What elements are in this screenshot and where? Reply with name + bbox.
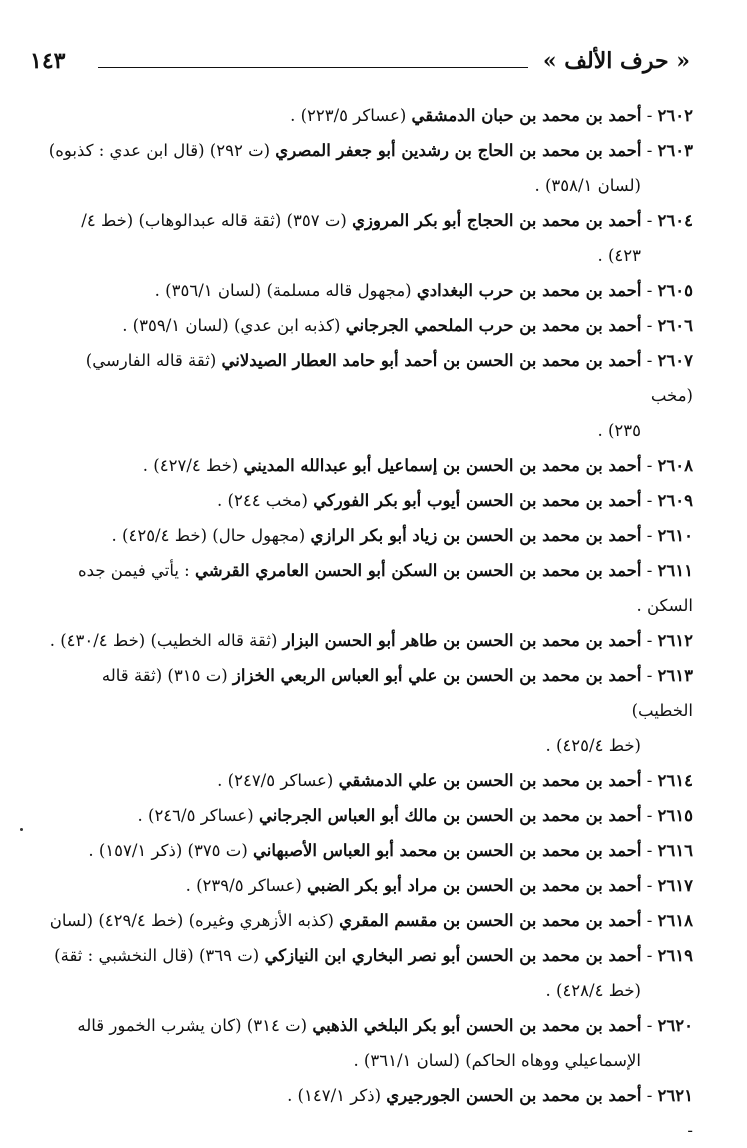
entry-details: (كذبه الأزهري وغيره) (خط ٤٢٩/٤) (لسان <box>49 911 334 930</box>
page-number: ١٤٣ <box>30 48 66 74</box>
margin-speck <box>20 828 23 831</box>
entry-details: (عساكر ٢٤٧/٥) . <box>217 771 334 790</box>
entry-details: (مخب ٢٤٤) . <box>217 491 308 510</box>
entry-details: (ت ٣٦٩) (قال النخشبي : ثقة) <box>54 946 260 965</box>
entry-number: ٢٦٠٥ <box>657 281 693 300</box>
entry-continuation: (خط ٤٢٥/٤) . <box>545 736 641 755</box>
entry-name: أحمد بن محمد بن الحسن بن علي أبو العباس الربعي الخزاز <box>232 666 642 685</box>
entry-details: (عساكر ٢٤٦/٥) . <box>137 806 254 825</box>
entry-name: أحمد بن محمد بن حرب البغدادي <box>416 281 642 300</box>
entry-name: أحمد بن محمد بن الحسن بن طاهر أبو الحسن البزار <box>282 631 642 650</box>
entry-number: ٢٦١٨ <box>657 911 693 930</box>
entry: ٢٦٠٨ - أحمد بن محمد بن الحسن بن إسماعيل أبو عبدالله المديني (خط ٤٢٧/٤) . <box>142 456 693 475</box>
entry-number: ٢٦١٦ <box>657 841 693 860</box>
entry-name: أحمد بن محمد بن الحسن بن مقسم المقري <box>339 911 642 930</box>
entries-list <box>40 98 693 1148</box>
entry: ٢٦١٠ - أحمد بن محمد بن الحسن بن زياد أبو بكر الرازي (مجهول حال) (خط ٤٢٥/٤) . <box>111 526 693 545</box>
entry: ٢٦٠٢ - أحمد بن محمد بن حبان الدمشقي (عساكر ٢٢٣/٥) . <box>290 106 693 125</box>
entry-details: (ثقة قاله الخطيب) (خط ٤٣٠/٤) . <box>49 631 278 650</box>
entry: ٢٦٠٤ - أحمد بن محمد بن الحجاج أبو بكر المروزي (ت ٣٥٧) (ثقة قاله عبدالوهاب) (خط ٤/ ٤٢٣) . <box>40 203 693 273</box>
entry: ٢٦١٩ - أحمد بن محمد بن الحسن أبو نصر البخاري ابن النيازكي (ت ٣٦٩) (قال النخشبي : ثقة) (خط ٤٢٨/٤) . <box>40 938 693 1008</box>
entry-name: أحمد بن محمد بن الحجاج أبو بكر المروزي <box>352 211 642 230</box>
entry-details: (ت ٣٧٥) (ذكر ١٥٧/١) . <box>88 841 248 860</box>
entry-number: ٢٦١٥ <box>657 806 693 825</box>
entry: ٢٦٠٩ - أحمد بن محمد بن الحسن أيوب أبو بكر الفوركي (مخب ٢٤٤) . <box>217 491 693 510</box>
entry-name: أحمد بن محمد بن الحسن بن زياد أبو بكر الرازي <box>310 526 642 545</box>
page-header <box>30 48 690 82</box>
entry-continuation: ٤٢٣) . <box>597 246 641 265</box>
entry: ٢٦٢١ - أحمد بن محمد بن الحسن الجورجيري (ذكر ١٤٧/١) . <box>287 1086 693 1105</box>
entry-number: ٢٦١٧ <box>657 876 693 895</box>
entry-number: ٢٦١٢ <box>657 631 693 650</box>
entry-details: : يأتي فيمن جده السكن . <box>78 561 693 615</box>
entry: ٢٦١١ - أحمد بن محمد بن الحسن بن السكن أبو الحسن العامري القرشي : يأتي فيمن جده السكن . <box>78 561 693 615</box>
entry-number: ٢٦٠٧ <box>657 351 693 370</box>
entry-number: ٢٦٠٤ <box>657 211 693 230</box>
entry-number: ٢٦٠٦ <box>657 316 693 335</box>
entry-continuation: (خط ٤٢٨/٤) . <box>545 981 641 1000</box>
entry-name: أحمد بن محمد بن الحسن أبو بكر البلخي الذهبي <box>312 1016 642 1035</box>
header-rule <box>98 67 528 68</box>
entry: ٢٦١٦ - أحمد بن محمد بن الحسن بن محمد أبو العباس الأصبهاني (ت ٣٧٥) (ذكر ١٥٧/١) . <box>88 841 693 860</box>
entry-details: (خط ٤٢٧/٤) . <box>142 456 239 475</box>
entry-details: (ذكر ١٤٧/١) . <box>287 1086 382 1105</box>
entry-details: (ثقة قاله الفارسي) (مخب <box>85 351 693 405</box>
entry-details: (مجهول قاله مسلمة) (لسان ٣٥٦/١) . <box>154 281 412 300</box>
entry-number: ٢٦١٠ <box>657 526 693 545</box>
entry-name: أحمد بن محمد بن الحسن الجورجيري <box>386 1086 642 1105</box>
entry-details: (ت ٣١٥) (ثقة قاله الخطيب) <box>101 666 693 720</box>
entry-details: (ت ٢٩٢) (قال ابن عدي : كذبوه) <box>48 141 271 160</box>
entry-number: ٢٦١٤ <box>657 771 693 790</box>
entry: ٢٦١٧ - أحمد بن محمد بن الحسن بن مراد أبو بكر الضبي (عساكر ٢٣٩/٥) . <box>185 876 693 895</box>
entry: - <box>687 1121 693 1140</box>
entry: ٢٦٢٠ - أحمد بن محمد بن الحسن أبو بكر البلخي الذهبي (ت ٣١٤) (كان يشرب الخمور قاله الإسماعيلي ووهاه الحاكم) (لسان ٣٦١/١) . <box>40 1008 693 1078</box>
entry-name: أحمد بن محمد بن الحاج بن رشدين أبو جعفر المصري <box>275 141 642 160</box>
entry: ٢٦٠٥ - أحمد بن محمد بن حرب البغدادي (مجهول قاله مسلمة) (لسان ٣٥٦/١) . <box>154 281 693 300</box>
entry: ٢٦١٥ - أحمد بن محمد بن الحسن بن مالك أبو العباس الجرجاني (عساكر ٢٤٦/٥) . <box>137 806 693 825</box>
entry-continuation: الإسماعيلي ووهاه الحاكم) (لسان ٣٦١/١) . <box>353 1051 641 1070</box>
entry-name: أحمد بن محمد بن الحسن أيوب أبو بكر الفوركي <box>313 491 642 510</box>
entry-details: (مجهول حال) (خط ٤٢٥/٤) . <box>111 526 306 545</box>
entry-details: (كذبه ابن عدي) (لسان ٣٥٩/١) . <box>122 316 341 335</box>
entry-number: ٢٦١٣ <box>657 666 693 685</box>
entry-name: أحمد بن محمد بن حرب الملحمي الجرجاني <box>345 316 642 335</box>
entry-number: ٢٦٢١ <box>657 1086 693 1105</box>
entry-details: (عساكر ٢٢٣/٥) . <box>290 106 407 125</box>
entry-number: ٢٦١١ <box>657 561 693 580</box>
entry-details: (عساكر ٢٣٩/٥) . <box>185 876 302 895</box>
entry-name: أحمد بن محمد بن الحسن بن مراد أبو بكر الضبي <box>307 876 642 895</box>
entry-name: أحمد بن محمد بن الحسن أبو نصر البخاري ابن النيازكي <box>264 946 642 965</box>
entry: ٢٦١٣ - أحمد بن محمد بن الحسن بن علي أبو العباس الربعي الخزاز (ت ٣١٥) (ثقة قاله الخطيب) (خط ٤٢٥/٤) . <box>40 658 693 763</box>
running-title: « حرف الألف » <box>542 48 690 74</box>
entry-details: (ت ٣١٤) (كان يشرب الخمور قاله <box>77 1016 308 1035</box>
entry: ٢٦٠٦ - أحمد بن محمد بن حرب الملحمي الجرجاني (كذبه ابن عدي) (لسان ٣٥٩/١) . <box>122 316 693 335</box>
entry-name: أحمد بن محمد بن الحسن بن إسماعيل أبو عبدالله المديني <box>243 456 642 475</box>
entry-name: أحمد بن محمد بن الحسن بن علي الدمشقي <box>338 771 642 790</box>
entry: ٢٦١٤ - أحمد بن محمد بن الحسن بن علي الدمشقي (عساكر ٢٤٧/٥) . <box>217 771 693 790</box>
entry-name: أحمد بن محمد بن الحسن بن السكن أبو الحسن العامري القرشي <box>195 561 642 580</box>
entry-name: أحمد بن محمد بن الحسن بن محمد أبو العباس الأصبهاني <box>253 841 642 860</box>
entry-number: ٢٦١٩ <box>657 946 693 965</box>
entry-number: ٢٦٠٩ <box>657 491 693 510</box>
entry: ٢٦٠٣ - أحمد بن محمد بن الحاج بن رشدين أبو جعفر المصري (ت ٢٩٢) (قال ابن عدي : كذبوه) (لسان ٣٥٨/١) . <box>40 133 693 203</box>
entry: ٢٦٠٧ - أحمد بن محمد بن الحسن بن أحمد أبو حامد العطار الصيدلاني (ثقة قاله الفارسي) (مخب ٢٣٥) . <box>40 343 693 448</box>
entry-name: أحمد بن محمد بن حبان الدمشقي <box>411 106 642 125</box>
entry-number: ٢٦٢٠ <box>657 1016 693 1035</box>
entry: ٢٦١٨ - أحمد بن محمد بن الحسن بن مقسم المقري (كذبه الأزهري وغيره) (خط ٤٢٩/٤) (لسان <box>49 911 693 930</box>
entry-continuation: ٢٣٥) . <box>597 421 641 440</box>
entry-details: (ت ٣٥٧) (ثقة قاله عبدالوهاب) (خط ٤/ <box>81 211 347 230</box>
entry-number: ٢٦٠٣ <box>657 141 693 160</box>
entry-number: ٢٦٠٢ <box>657 106 693 125</box>
entry-continuation: (لسان ٣٥٨/١) . <box>534 176 641 195</box>
entry-name: أحمد بن محمد بن الحسن بن مالك أبو العباس الجرجاني <box>258 806 642 825</box>
entry: ٢٦١٢ - أحمد بن محمد بن الحسن بن طاهر أبو الحسن البزار (ثقة قاله الخطيب) (خط ٤٣٠/٤) . <box>49 631 693 650</box>
entry-name: أحمد بن محمد بن الحسن بن أحمد أبو حامد العطار الصيدلاني <box>221 351 642 370</box>
entry-number: ٢٦٠٨ <box>657 456 693 475</box>
